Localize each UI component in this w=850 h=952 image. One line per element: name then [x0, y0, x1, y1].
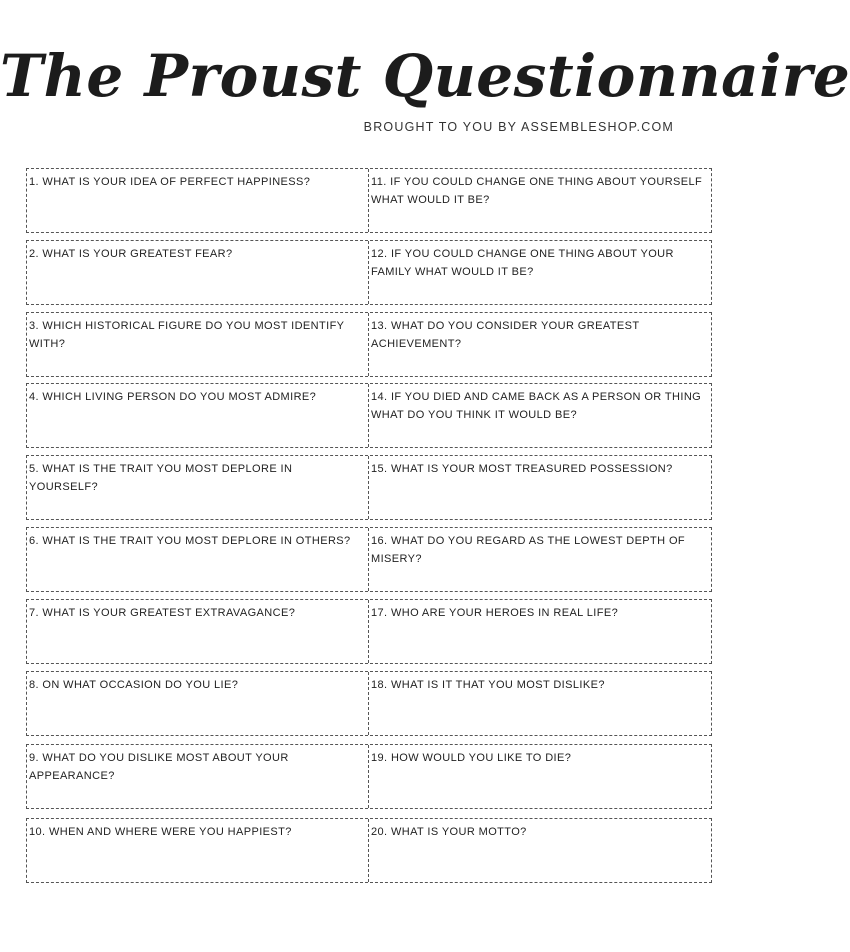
- question-row: [26, 312, 712, 377]
- question-box[interactable]: 15. WHAT IS YOUR MOST TREASURED POSSESSION?: [371, 463, 673, 475]
- question-box[interactable]: 11. IF YOU COULD CHANGE ONE THING ABOUT YOURSELF WHAT WOULD IT BE?: [371, 176, 703, 206]
- question-box[interactable]: 20. WHAT IS YOUR MOTTO?: [371, 826, 527, 838]
- question-box[interactable]: 14. IF YOU DIED AND CAME BACK AS A PERSON OR THING WHAT DO YOU THINK IT WOULD BE?: [371, 391, 702, 421]
- question-row: [26, 818, 712, 883]
- question-box[interactable]: 5. WHAT IS THE TRAIT YOU MOST DEPLORE IN YOURSELF?: [27, 456, 369, 519]
- page-title: The Proust Questionnaire: [0, 42, 850, 110]
- question-box[interactable]: 1. WHAT IS YOUR IDEA OF PERFECT HAPPINESS?: [27, 169, 369, 232]
- question-box[interactable]: 16. WHAT DO YOU REGARD AS THE LOWEST DEPTH OF MISERY?: [371, 535, 686, 565]
- question-box[interactable]: 7. WHAT IS YOUR GREATEST EXTRAVAGANCE?: [27, 600, 369, 663]
- questionnaire-grid: [26, 168, 712, 883]
- question-box[interactable]: 18. WHAT IS IT THAT YOU MOST DISLIKE?: [371, 679, 605, 691]
- question-row: [26, 527, 712, 592]
- question-box[interactable]: 8. ON WHAT OCCASION DO YOU LIE?: [27, 672, 369, 735]
- question-row: [26, 455, 712, 520]
- question-box[interactable]: 2. WHAT IS YOUR GREATEST FEAR?: [27, 241, 369, 304]
- question-box[interactable]: 17. WHO ARE YOUR HEROES IN REAL LIFE?: [371, 607, 619, 619]
- question-box[interactable]: 19. HOW WOULD YOU LIKE TO DIE?: [371, 752, 572, 764]
- question-row: [26, 168, 712, 233]
- question-row: [26, 599, 712, 664]
- question-box[interactable]: 3. WHICH HISTORICAL FIGURE DO YOU MOST IDENTIFY WITH?: [27, 313, 369, 376]
- question-row: [26, 744, 712, 809]
- question-row: [26, 240, 712, 305]
- question-box[interactable]: 12. IF YOU COULD CHANGE ONE THING ABOUT YOUR FAMILY WHAT WOULD IT BE?: [371, 248, 674, 278]
- page-subtitle: BROUGHT TO YOU BY ASSEMBLESHOP.COM: [363, 120, 674, 134]
- question-box[interactable]: 13. WHAT DO YOU CONSIDER YOUR GREATEST ACHIEVEMENT?: [371, 320, 640, 350]
- question-row: [26, 671, 712, 736]
- question-box[interactable]: 6. WHAT IS THE TRAIT YOU MOST DEPLORE IN OTHERS?: [27, 528, 369, 591]
- question-box[interactable]: 4. WHICH LIVING PERSON DO YOU MOST ADMIRE?: [27, 384, 369, 447]
- question-row: [26, 383, 712, 448]
- question-box[interactable]: 10. WHEN AND WHERE WERE YOU HAPPIEST?: [27, 819, 369, 882]
- question-box[interactable]: 9. WHAT DO YOU DISLIKE MOST ABOUT YOUR APPEARANCE?: [27, 745, 369, 808]
